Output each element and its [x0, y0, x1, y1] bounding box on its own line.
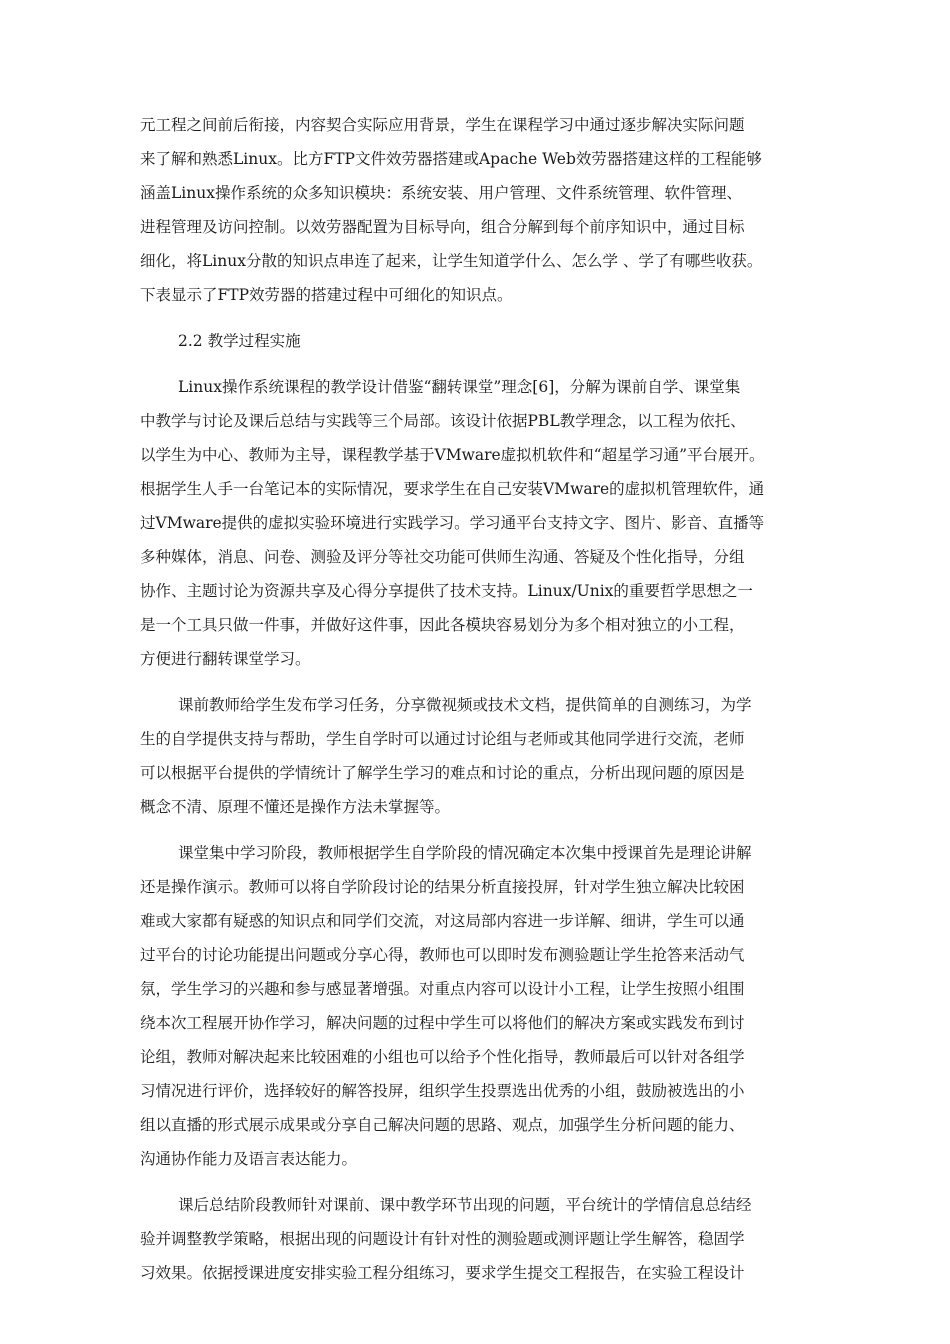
- document-body: [140, 108, 820, 1302]
- text-line: 方便进行翻转课堂学习。: [140, 650, 311, 668]
- section-heading: 2.2 教学过程实施: [178, 332, 301, 350]
- text-line: 还是操作演示。教师可以将自学阶段讨论的结果分析直接投屏，针对学生独立解决比较困: [140, 878, 745, 896]
- text-line: Linux操作系统课程的教学设计借鉴“翻转课堂”理念[6]，分解为课前自学、课堂集: [178, 378, 741, 396]
- text-line: 过VMware提供的虚拟实验环境进行实践学习。学习通平台支持文字、图片、影音、直播等: [140, 514, 765, 532]
- text-line: 概念不清、原理不懂还是操作方法未掌握等。: [140, 798, 451, 816]
- text-line: 绕本次工程展开协作学习，解决问题的过程中学生可以将他们的解决方案或实践发布到讨: [140, 1014, 745, 1032]
- text-line: 过平台的讨论功能提出问题或分享心得，教师也可以即时发布测验题让学生抢答来活动气: [140, 946, 745, 964]
- text-line: 论组，教师对解决起来比较困难的小组也可以给予个性化指导，教师最后可以针对各组学: [140, 1048, 745, 1066]
- text-line: 组以直播的形式展示成果或分享自己解决问题的思路、观点，加强学生分析问题的能力、: [140, 1116, 745, 1134]
- text-line: 元工程之间前后衔接，内容契合实际应用背景，学生在课程学习中通过逐步解决实际问题: [140, 116, 745, 134]
- text-line: 生的自学提供支持与帮助，学生自学时可以通过讨论组与老师或其他同学进行交流，老师: [140, 730, 745, 748]
- paragraph-1: [140, 108, 820, 312]
- text-line: 习情况进行评价，选择较好的解答投屏，组织学生投票选出优秀的小组，鼓励被选出的小: [140, 1082, 745, 1100]
- text-line: 根据学生人手一台笔记本的实际情况，要求学生在自己安装VMware的虚拟机管理软件，通: [140, 480, 765, 498]
- text-line: 课前教师给学生发布学习任务，分享微视频或技术文档，提供简单的自测练习，为学: [178, 696, 752, 714]
- paragraph-3: [140, 688, 820, 824]
- text-line: 进程管理及访问控制。以效劳器配置为目标导向，组合分解到每个前序知识中，通过目标: [140, 218, 745, 236]
- text-line: 多种媒体，消息、问卷、测验及评分等社交功能可供师生沟通、答疑及个性化指导，分组: [140, 548, 745, 566]
- text-line: 课堂集中学习阶段，教师根据学生自学阶段的情况确定本次集中授课首先是理论讲解: [178, 844, 752, 862]
- text-line: 是一个工具只做一件事，并做好这件事，因此各模块容易划分为多个相对独立的小工程，: [140, 616, 745, 634]
- text-line: 难或大家都有疑惑的知识点和同学们交流，对这局部内容进一步详解、细讲，学生可以通: [140, 912, 745, 930]
- text-line: 以学生为中心、教师为主导，课程教学基于VMware虚拟机软件和“超星学习通”平台展开。: [140, 446, 765, 464]
- text-line: 中教学与讨论及课后总结与实践等三个局部。该设计依据PBL教学理念，以工程为依托、: [140, 412, 746, 430]
- paragraph-4: [140, 836, 820, 1176]
- text-line: 下表显示了FTP效劳器的搭建过程中可细化的知识点。: [140, 286, 513, 304]
- paragraph-5: [140, 1188, 820, 1290]
- text-line: 细化，将Linux分散的知识点串连了起来，让学生知道学什么、怎么学 、学了有哪些收获。: [140, 252, 763, 270]
- text-line: 氛，学生学习的兴趣和参与感显著增强。对重点内容可以设计小工程，让学生按照小组围: [140, 980, 745, 998]
- text-line: 验并调整教学策略，根据出现的问题设计有针对性的测验题或测评题让学生解答，稳固学: [140, 1230, 745, 1248]
- text-line: 沟通协作能力及语言表达能力。: [140, 1150, 358, 1168]
- text-line: 涵盖Linux操作系统的众多知识模块：系统安装、用户管理、文件系统管理、软件管理、: [140, 184, 742, 202]
- text-line: 习效果。依据授课进度安排实验工程分组练习，要求学生提交工程报告，在实验工程设计: [140, 1264, 745, 1282]
- paragraph-2: [140, 370, 820, 676]
- text-line: 课后总结阶段教师针对课前、课中教学环节出现的问题，平台统计的学情信息总结经: [178, 1196, 752, 1214]
- text-line: 可以根据平台提供的学情统计了解学生学习的难点和讨论的重点，分析出现问题的原因是: [140, 764, 745, 782]
- text-line: 协作、主题讨论为资源共享及心得分享提供了技术支持。Linux/Unix的重要哲学思想之一: [140, 582, 753, 600]
- text-line: 来了解和熟悉Linux。比方FTP文件效劳器搭建或Apache Web效劳器搭建这样的工程能够: [140, 150, 762, 168]
